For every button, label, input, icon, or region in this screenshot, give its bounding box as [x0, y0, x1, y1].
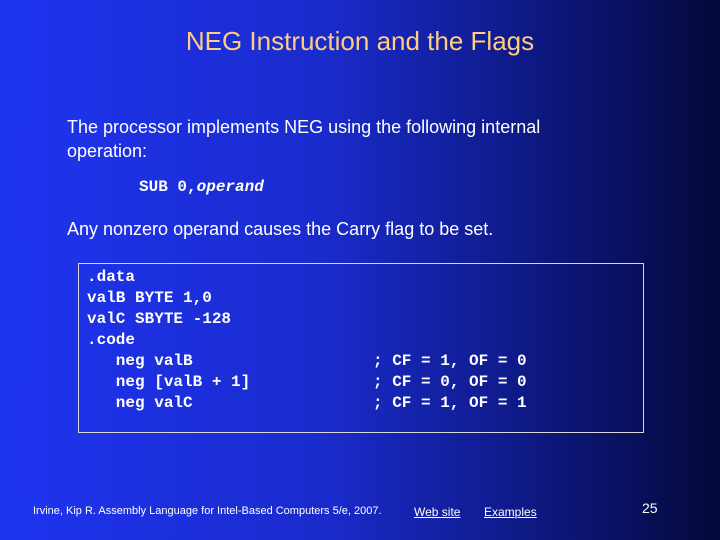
paragraph-line-2: operation:	[67, 141, 148, 161]
instruction-operand: operand	[196, 178, 264, 196]
code-comment: ; CF = 1, OF = 1	[373, 394, 527, 412]
code-comment: ; CF = 1, OF = 0	[373, 352, 527, 370]
code-line: .code	[87, 331, 136, 349]
carry-flag-note: Any nonzero operand causes the Carry flag to be set.	[67, 219, 494, 239]
footer-citation: Irvine, Kip R. Assembly Language for Intel-Based Computers 5/e, 2007.	[33, 505, 382, 517]
code-line: neg valC	[87, 394, 193, 412]
page-number: 25	[642, 500, 658, 516]
code-line: .data	[87, 268, 136, 286]
examples-link[interactable]: Examples	[484, 505, 537, 519]
instruction-prefix: SUB 0,	[139, 178, 197, 196]
code-comment: ; CF = 0, OF = 0	[373, 373, 527, 391]
code-line: neg valB	[87, 352, 193, 370]
code-block	[78, 263, 644, 433]
paragraph-line-1: The processor implements NEG using the following internal	[67, 117, 541, 137]
slide-title: NEG Instruction and the Flags	[185, 26, 535, 56]
web-site-link[interactable]: Web site	[414, 505, 461, 519]
code-line: neg [valB + 1]	[87, 373, 251, 391]
code-line: valC SBYTE -128	[87, 310, 232, 328]
code-line: valB BYTE 1,0	[87, 289, 212, 307]
instruction-example	[139, 178, 264, 196]
